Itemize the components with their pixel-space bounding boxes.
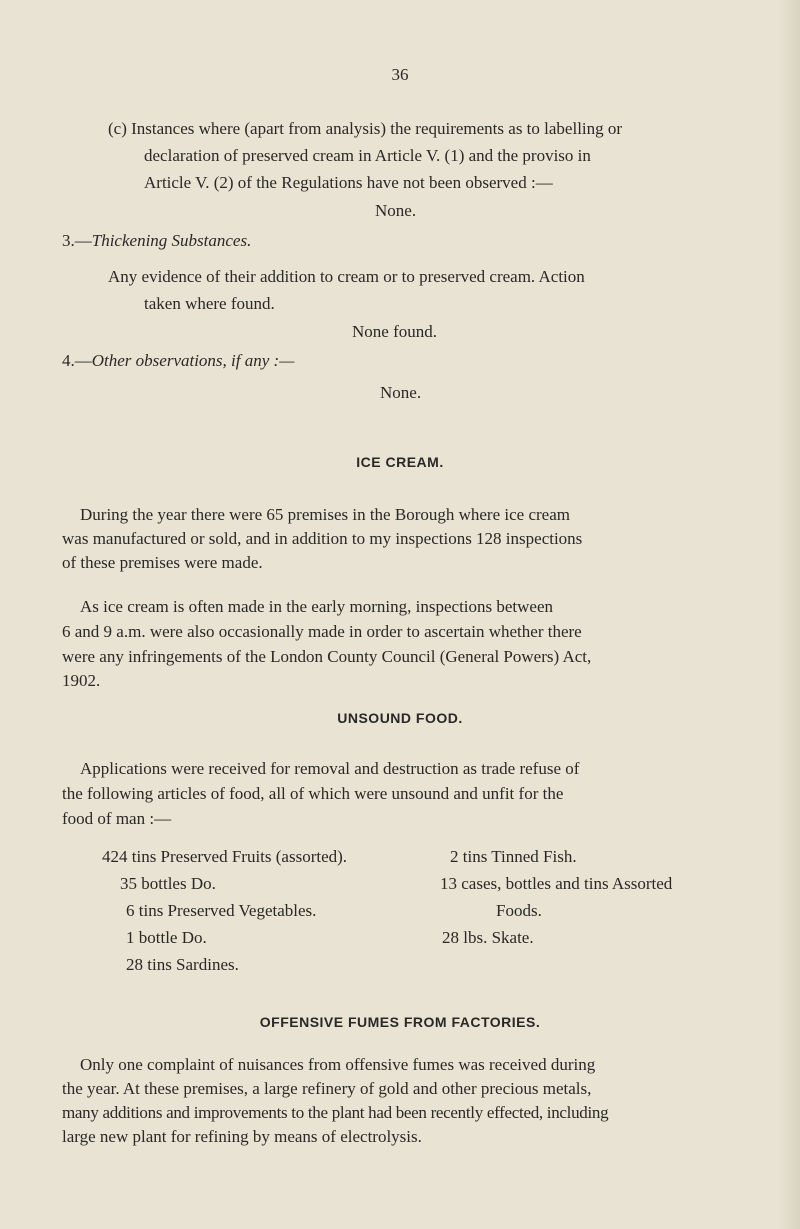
list-item: Foods. bbox=[496, 901, 542, 920]
list-item: 6 tins Preserved Vegetables. bbox=[126, 901, 317, 920]
list-item: 28 tins Sardines. bbox=[126, 955, 239, 974]
section-3-answer: None found. bbox=[352, 322, 437, 341]
list-item: 28 lbs. Skate. bbox=[442, 928, 534, 947]
section-4-number: 4.— bbox=[62, 351, 92, 370]
page-edge-shadow bbox=[778, 0, 800, 1229]
offensive-fumes-heading: OFFENSIVE FUMES FROM FACTORIES. bbox=[259, 1014, 541, 1030]
offensive-fumes-line-2: the year. At these premises, a large refinery of gold and other precious metals, bbox=[62, 1079, 592, 1098]
ice-cream-para2-line-2: 6 and 9 a.m. were also occasionally made in order to ascertain whether there bbox=[62, 622, 582, 641]
ice-cream-para2-line-4: 1902. bbox=[62, 671, 101, 690]
unsound-food-para-line-2: the following articles of food, all of which were unsound and unfit for the bbox=[62, 784, 564, 803]
section-3-heading bbox=[62, 228, 251, 253]
ice-cream-para2-line-1: As ice cream is often made in the early morning, inspections between bbox=[80, 597, 554, 616]
section-4-heading bbox=[62, 348, 294, 373]
section-c-line-1: (c) Instances where (apart from analysis) the requirements as to labelling or bbox=[108, 119, 623, 138]
ice-cream-para1-line-2: was manufactured or sold, and in addition to my inspections 128 inspections bbox=[62, 529, 583, 548]
ice-cream-para1-line-1: During the year there were 65 premises in the Borough where ice cream bbox=[80, 505, 570, 524]
section-4-answer: None. bbox=[380, 383, 422, 402]
offensive-fumes-line-1: Only one complaint of nuisances from offensive fumes was received during bbox=[80, 1055, 596, 1074]
ice-cream-para2-line-3: were any infringements of the London County Council (General Powers) Act, bbox=[62, 647, 592, 666]
ice-cream-heading: ICE CREAM. bbox=[356, 454, 444, 470]
list-item: 424 tins Preserved Fruits (assorted). bbox=[102, 847, 348, 866]
unsound-food-para-line-1: Applications were received for removal and destruction as trade refuse of bbox=[80, 759, 580, 778]
section-c-line-3: Article V. (2) of the Regulations have not been observed :— bbox=[144, 173, 553, 192]
unsound-food-right-list bbox=[440, 843, 740, 951]
offensive-fumes-line-3: many additions and improvements to the plant had been recently effected, including bbox=[62, 1103, 609, 1122]
offensive-fumes-line-4: large new plant for refining by means of electrolysis. bbox=[62, 1127, 422, 1146]
page-number: 36 bbox=[391, 65, 409, 84]
section-4-title: Other observations, if any :— bbox=[91, 351, 295, 370]
section-3-line-1: Any evidence of their addition to cream or to preserved cream. Action bbox=[108, 267, 585, 286]
unsound-food-left-list bbox=[102, 843, 422, 978]
ice-cream-para1-line-3: of these premises were made. bbox=[62, 553, 263, 572]
unsound-food-heading: UNSOUND FOOD. bbox=[337, 710, 463, 726]
list-item: 2 tins Tinned Fish. bbox=[450, 847, 577, 866]
section-c-line-2: declaration of preserved cream in Article V. (1) and the proviso in bbox=[144, 146, 591, 165]
list-item: 35 bottles Do. bbox=[120, 874, 216, 893]
section-3-number: 3.— bbox=[62, 231, 92, 250]
section-c-answer: None. bbox=[375, 201, 417, 220]
list-item: 13 cases, bottles and tins Assorted bbox=[440, 874, 673, 893]
section-3-line-2: taken where found. bbox=[144, 294, 275, 313]
list-item: 1 bottle Do. bbox=[126, 928, 207, 947]
unsound-food-para-line-3: food of man :— bbox=[62, 809, 172, 828]
section-3-title: Thickening Substances. bbox=[91, 231, 252, 250]
